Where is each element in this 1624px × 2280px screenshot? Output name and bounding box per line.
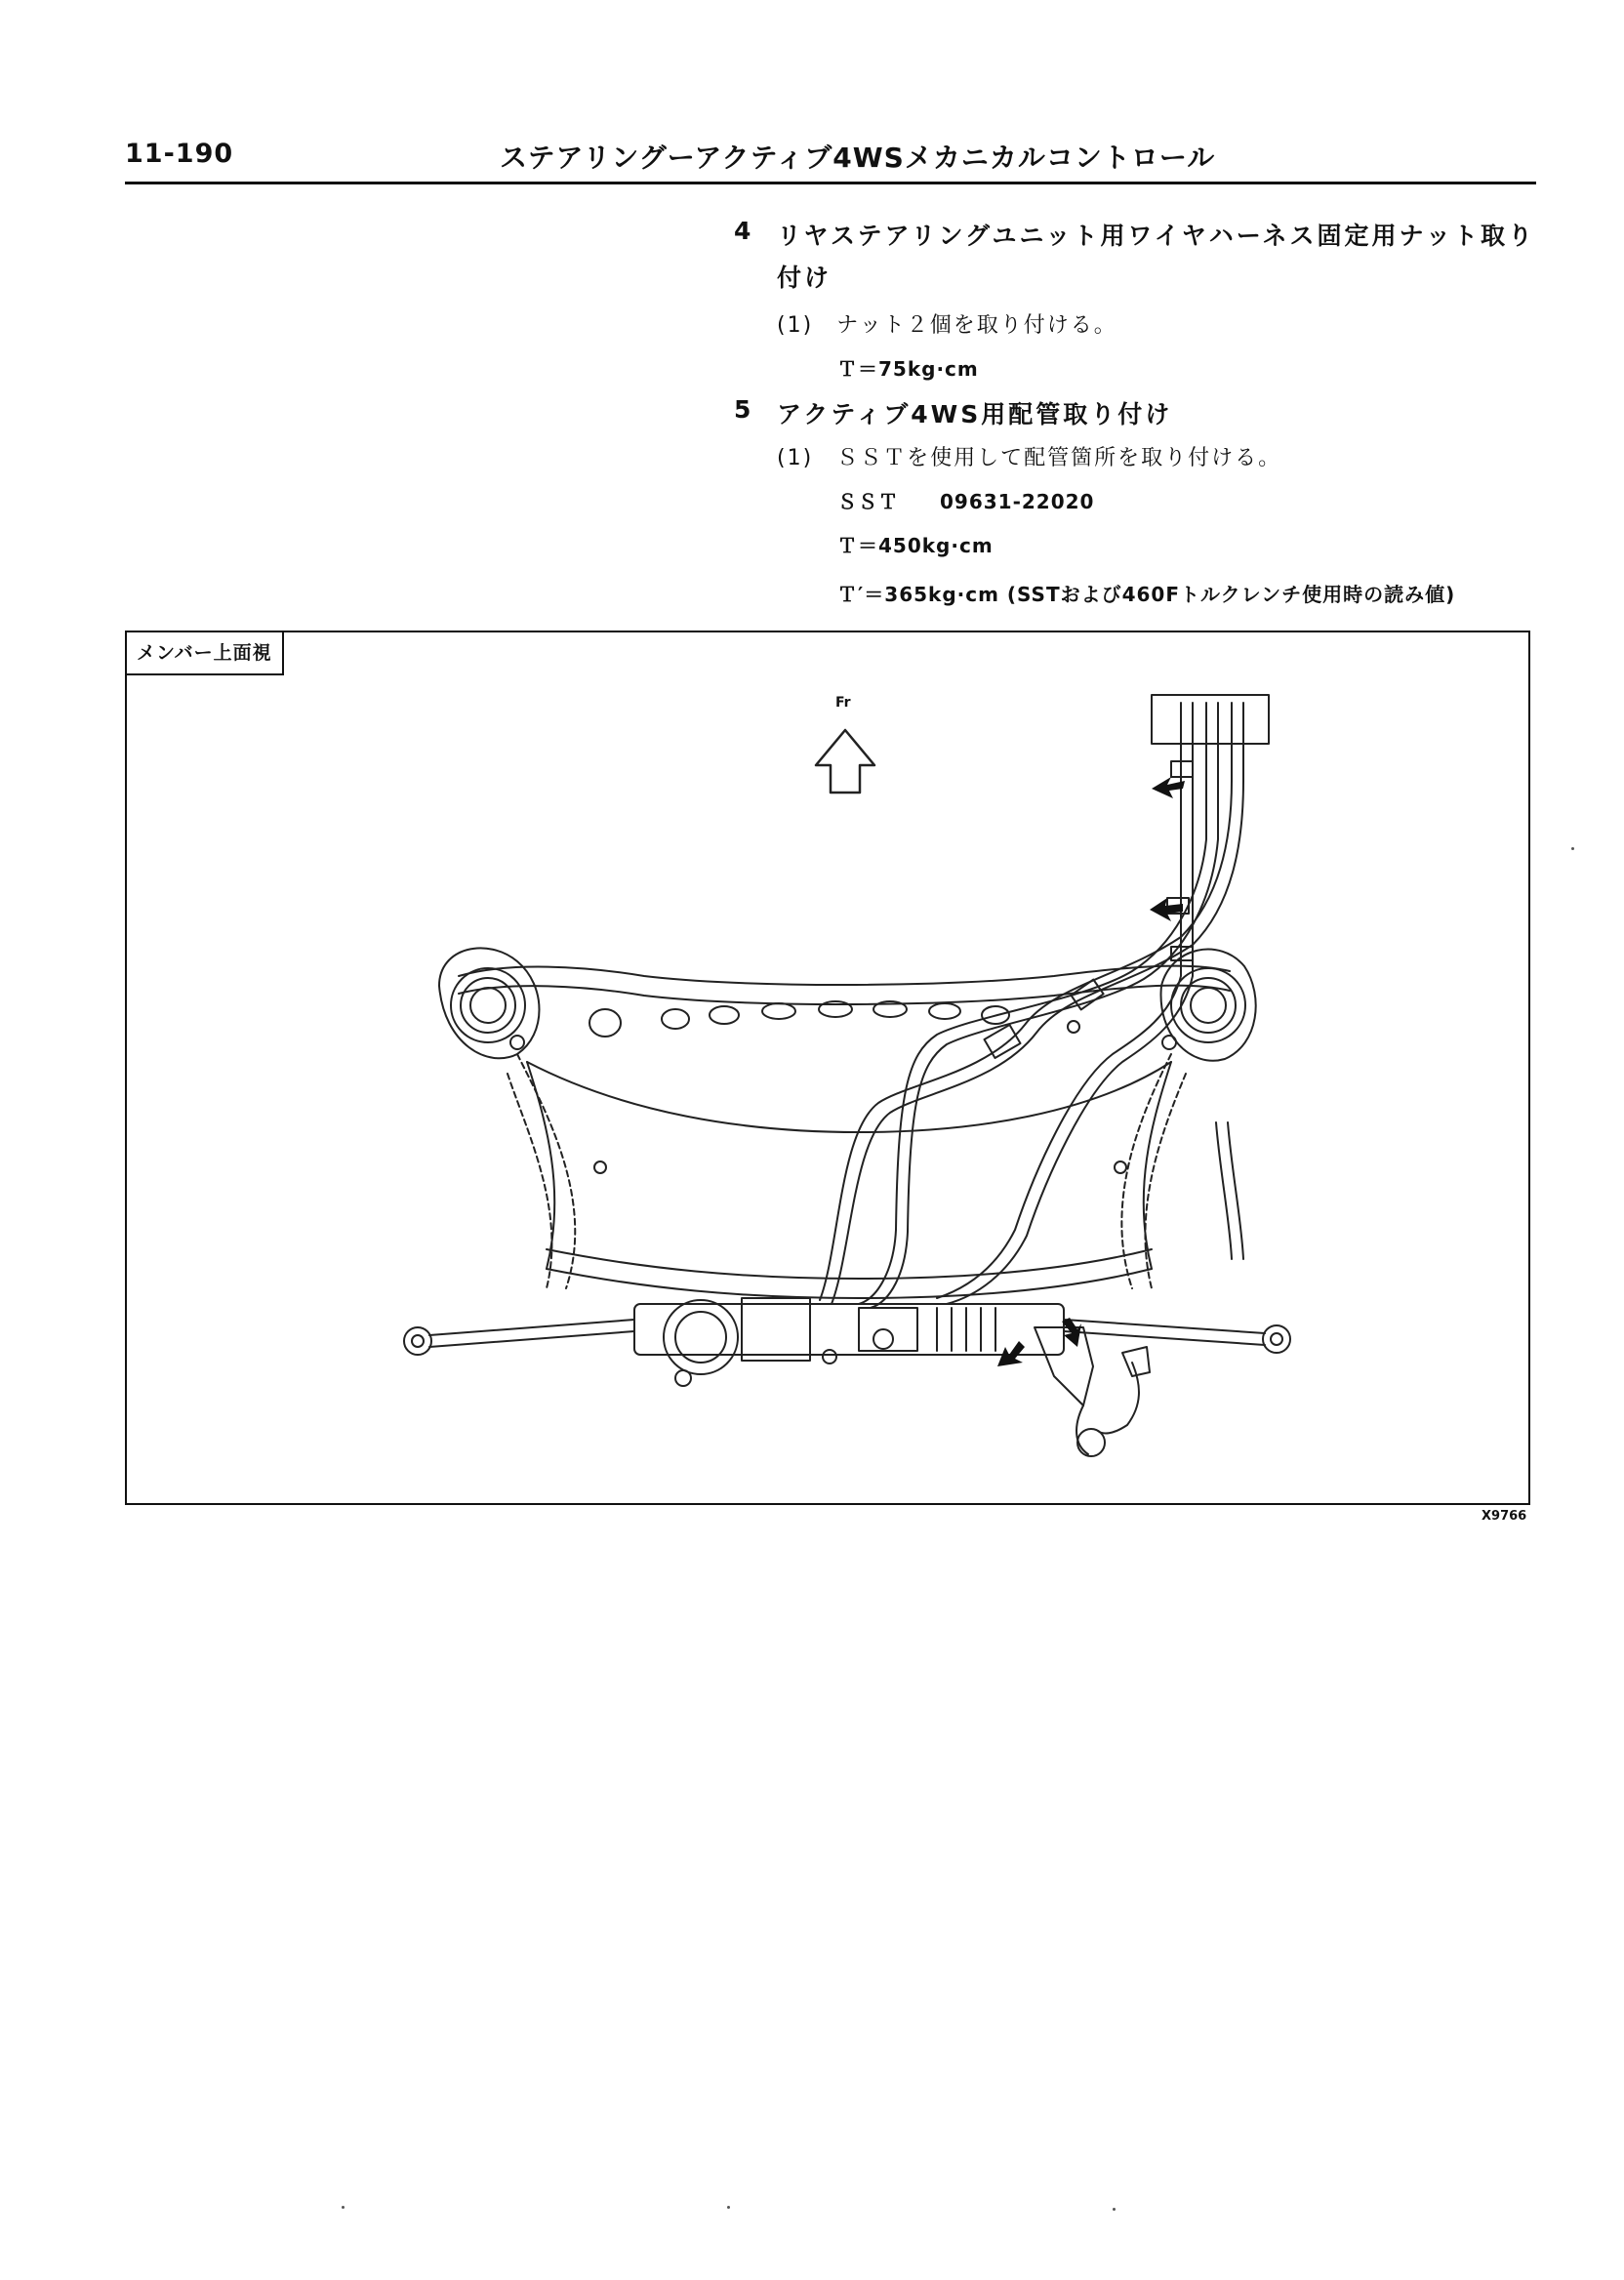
figure-label: メンバー上面視 [127,632,284,675]
step-4-substep-1: (1) ナット２個を取り付ける。 [777,313,1117,338]
step-5-number: 5 [734,395,751,424]
step-4-number: 4 [734,217,751,245]
mount-bushing-left [451,968,525,1042]
front-direction-label: Fr [835,695,851,711]
scan-dot [1571,847,1574,850]
page-number: 11-190 [125,139,234,169]
tie-rod-left [404,1320,634,1355]
step-5-torque-reading: Ｔ′＝365kg·cm (SSTおよび460Fトルクレンチ使用時の読み値) [837,583,1456,606]
step-5-torque-spec: Ｔ＝450kg·cm [837,534,994,557]
figure-code: X9766 [1482,1509,1527,1524]
crossmember [439,948,1256,1298]
step-5-substep-1: (1) ＳＳＴを使用して配管箇所を取り付ける。 [777,446,1282,470]
front-direction-arrow-icon [816,730,874,793]
step-4-title-cont: 付け [777,264,832,292]
step-5-title: アクティブ4WS用配管取り付け [777,400,1173,428]
harness-bracket [1035,1327,1150,1456]
step-4-title: リヤステアリングユニット用ワイヤハーネス固定用ナット取り [777,222,1536,250]
scan-dot [727,2206,730,2209]
tie-rod-right [1064,1320,1290,1353]
scan-dot [1113,2208,1116,2211]
chapter-title: ステアリングーアクティブ4WSメカニカルコントロール [500,142,1216,174]
scan-dot [342,2206,345,2209]
rear-steering-actuator [634,1298,1064,1386]
step-5-sst-number: ＳＳＴ 09631-22020 [837,490,1095,513]
step-4-torque-spec: Ｔ＝75kg·cm [837,357,979,381]
